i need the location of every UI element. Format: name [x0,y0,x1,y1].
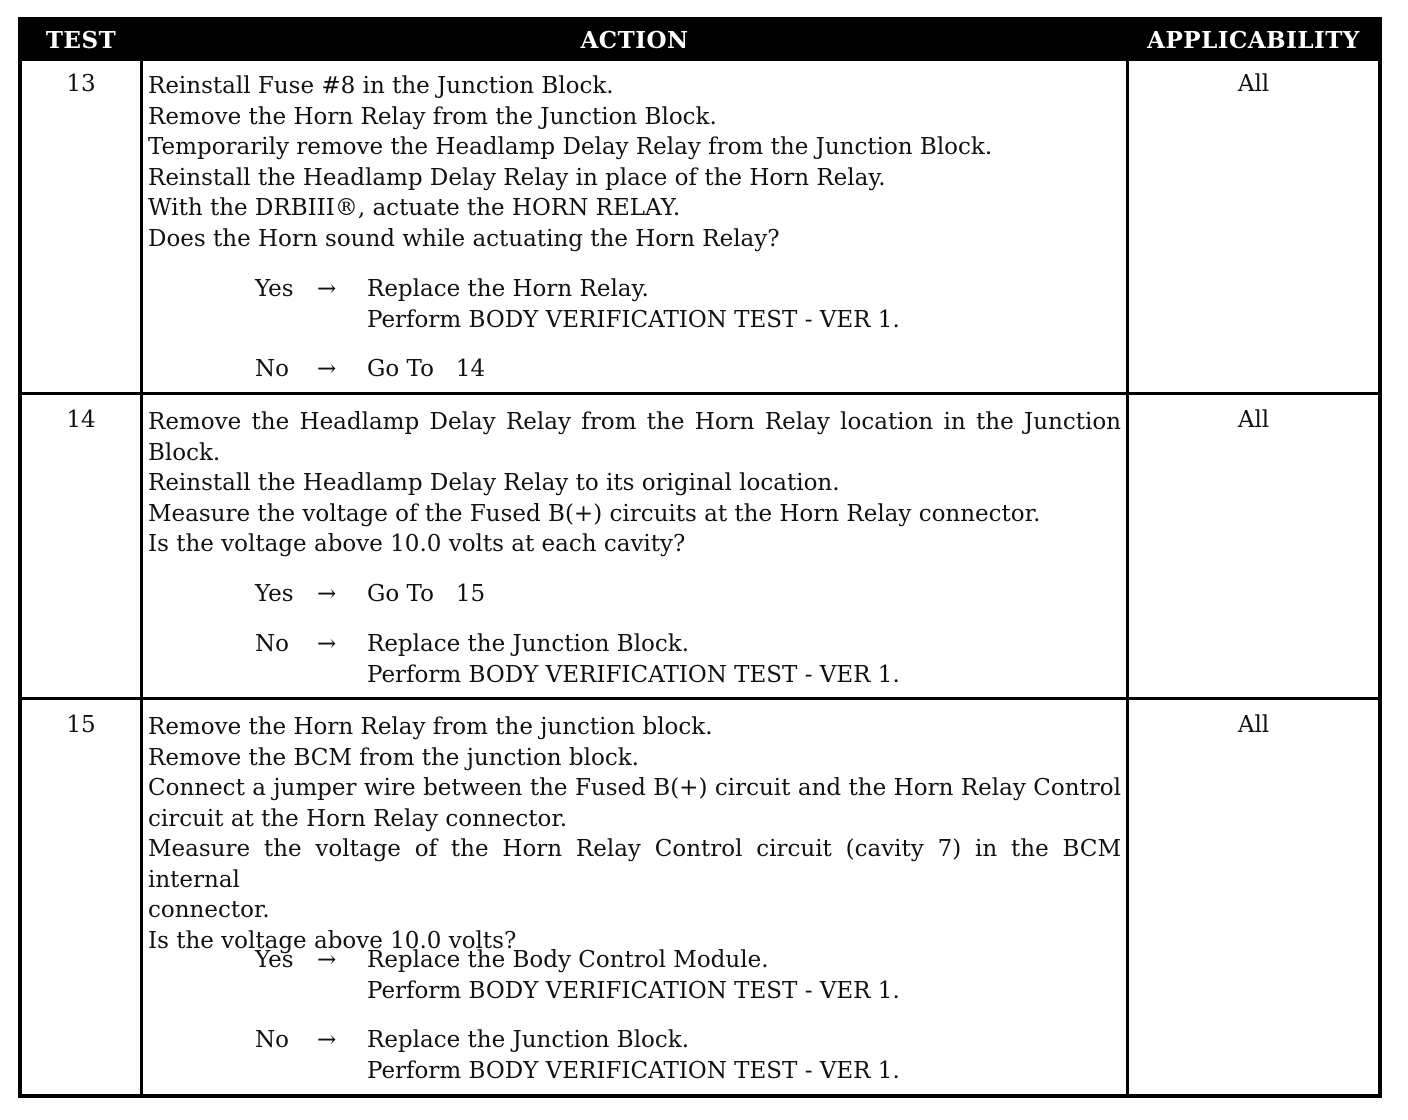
no-label: No [255,356,289,382]
action-line: Is the voltage above 10.0 volts? [148,927,517,954]
action-line: Reinstall Fuse #8 in the Junction Block. [148,73,614,99]
arrow-right-icon: → [317,947,337,973]
header-test: TEST [45,27,117,54]
yes-outcome [255,274,955,336]
test-number: 15 [66,712,96,738]
arrow-right-icon: → [317,356,337,382]
no-label: No [255,1027,289,1053]
action-line: Measure the voltage of the Horn Relay Control circuit (cavity 7) in the BCM internal [148,836,1121,893]
table-header [22,21,1378,61]
arrow-right-icon: → [317,631,337,657]
action-line: circuit at the Horn Relay connector. [148,805,568,832]
yes-label: Yes [255,276,294,302]
action-line: Remove the Horn Relay from the junction block. [148,714,713,740]
action-line: Reinstall the Headlamp Delay Relay in place of the Horn Relay. [148,164,886,191]
yes-result: Replace the Horn Relay. Perform BODY VERIFICATION TEST - VER 1. [367,276,900,333]
column-divider [140,61,143,1094]
arrow-right-icon: → [317,1027,337,1053]
arrow-right-icon: → [317,581,337,607]
applicability-value: All [1237,712,1270,738]
header-applicability: APPLICABILITY [1147,27,1360,54]
action-line: Reinstall the Headlamp Delay Relay to its original location. [148,470,840,496]
action-line: Remove the Horn Relay from the Junction Block. [148,103,717,130]
action-line: Temporarily remove the Headlamp Delay Relay from the Junction Block. [148,134,993,160]
arrow-right-icon: → [317,276,337,302]
test-number: 13 [66,71,96,97]
action-text [148,407,1121,560]
yes-label: Yes [255,581,294,607]
action-line: Does the Horn sound while actuating the Horn Relay? [148,225,780,252]
yes-outcome [255,945,955,1007]
action-line: Measure the voltage of the Fused B(+) circuits at the Horn Relay connector. [148,500,1041,527]
no-outcome [255,354,955,385]
action-line: Block. [148,439,221,466]
diagnostic-table [18,17,1382,1098]
header-action: ACTION [580,27,689,54]
yes-result: Replace the Body Control Module. Perform BODY VERIFICATION TEST - VER 1. [367,947,900,1004]
no-outcome [255,629,955,691]
action-line: Remove the Headlamp Delay Relay from the Horn Relay location in the Junction [148,409,1121,435]
no-label: No [255,631,289,657]
row-divider [22,392,1378,395]
yes-label: Yes [255,947,294,973]
yes-result: Go To 15 [367,581,486,607]
action-text [148,71,1121,254]
yes-outcome [255,579,955,610]
no-outcome [255,1025,955,1087]
no-result: Replace the Junction Block. Perform BODY VERIFICATION TEST - VER 1. [367,631,900,688]
action-line: Is the voltage above 10.0 volts at each cavity? [148,531,686,557]
action-line: Connect a jumper wire between the Fused B(+) circuit and the Horn Relay Control [148,775,1121,801]
test-number: 14 [66,407,96,433]
column-divider [1126,61,1129,1094]
action-line: With the DRBIII®, actuate the HORN RELAY. [148,195,681,221]
action-line: Remove the BCM from the junction block. [148,744,639,771]
applicability-value: All [1237,407,1270,433]
applicability-value: All [1237,71,1270,97]
row-divider [22,697,1378,700]
no-result: Go To 14 [367,356,486,382]
action-text [148,712,1121,956]
action-line: connector. [148,897,270,923]
no-result: Replace the Junction Block. Perform BODY VERIFICATION TEST - VER 1. [367,1027,900,1084]
